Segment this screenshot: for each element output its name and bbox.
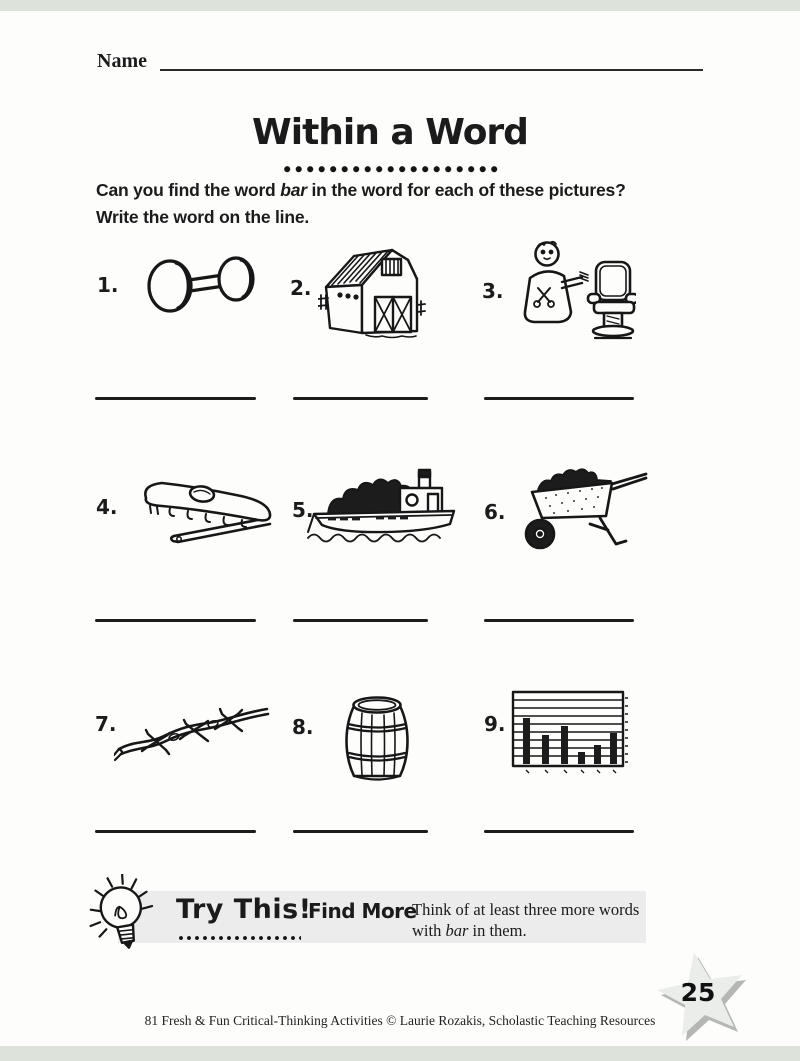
name-label: Name — [97, 50, 147, 72]
answer-line-3 — [484, 397, 634, 400]
answer-line-7 — [95, 830, 256, 833]
answer-line-9 — [484, 830, 634, 833]
instructions-part1: Can you find the word — [96, 180, 281, 200]
instructions-line2: Write the word on the line. — [96, 207, 310, 227]
page-title: Within a Word — [252, 112, 528, 153]
barn-image — [318, 243, 426, 343]
item-8-number: 8. — [292, 715, 314, 739]
barrette-image — [136, 470, 274, 554]
scan-edge-bottom — [0, 1046, 800, 1061]
answer-line-6 — [484, 619, 634, 622]
item-6-number: 6. — [484, 500, 506, 524]
page-number: 25 — [680, 978, 716, 1007]
barrel-image — [340, 693, 414, 785]
bar-graph-image — [507, 688, 631, 782]
wheelbarrow-image — [516, 468, 648, 556]
try-this-label: Try This! — [176, 894, 312, 925]
lightbulb-icon — [84, 874, 168, 965]
instructions-text — [96, 177, 716, 231]
footer-credit: 81 Fresh & Fun Critical-Thinking Activities © Laurie Rozakis, Scholastic Teaching Resources — [144, 1013, 656, 1028]
page-number-star — [652, 948, 762, 1048]
scan-edge-top — [0, 0, 800, 11]
find-more-heading: Find More — [308, 899, 417, 923]
answer-line-5 — [293, 619, 428, 622]
try-this-italic-bar: bar — [445, 921, 469, 940]
answer-line-4 — [95, 619, 256, 622]
try-this-dotted-underline — [179, 936, 301, 941]
try-this-text-part1: Think of at least three more words with — [412, 900, 640, 940]
item-5-number: 5. — [292, 498, 314, 522]
barbell-image — [143, 253, 255, 315]
name-write-line — [160, 69, 703, 71]
barber-image — [510, 238, 636, 348]
item-1-number: 1. — [97, 273, 119, 297]
barbed-wire-image — [114, 692, 274, 762]
title-dotted-underline — [284, 166, 502, 173]
item-7-number: 7. — [95, 712, 117, 736]
item-4-number: 4. — [96, 495, 118, 519]
barge-image — [306, 458, 464, 548]
instructions-part2: in the word for each of these pictures? — [306, 180, 626, 200]
answer-line-8 — [293, 830, 428, 833]
instructions-italic-bar: bar — [280, 180, 307, 200]
item-3-number: 3. — [482, 279, 504, 303]
answer-line-2 — [293, 397, 428, 400]
try-this-text-part2: in them. — [468, 921, 527, 940]
item-2-number: 2. — [290, 276, 312, 300]
answer-line-1 — [95, 397, 256, 400]
item-9-number: 9. — [484, 712, 506, 736]
try-this-text — [412, 899, 642, 941]
